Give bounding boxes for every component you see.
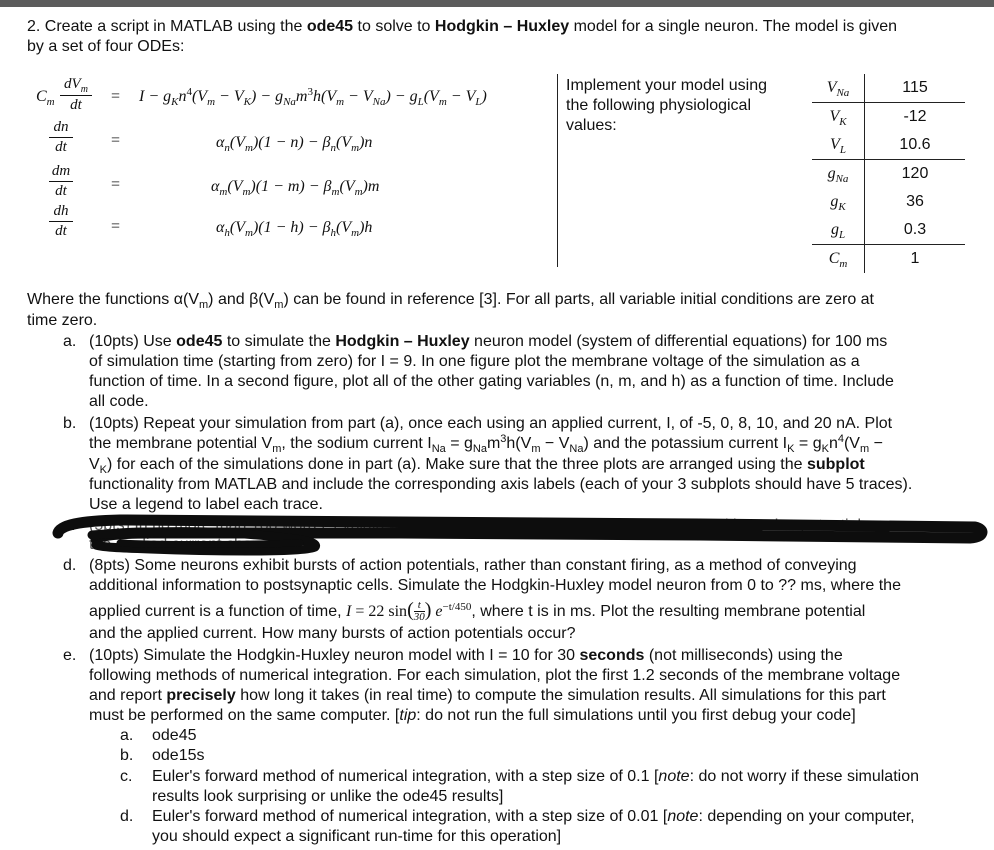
part-b-line4: functionality from MATLAB and include the corresponding axis labels (each of your 3 subplots should have 5 traces). — [89, 476, 913, 493]
part-d-label: d. — [63, 557, 77, 574]
part-b-line2: the membrane potential $V_m$, the sodium current $I_{Na} = g_{Na}m^3h(V_m - V_{Na})$ and the potassium current $I_K = g_Kn^4(V_m$ − — [89, 433, 883, 455]
param-row: $g_{Na}$ 120 — [812, 160, 965, 189]
part-e-sub-d-line1: Euler's forward method of numerical integration, with a step size of 0.01 [note: depending on your computer, — [152, 808, 915, 825]
eq4-equals: = — [111, 218, 121, 235]
eq1-rhs: $I - g_Kn^4(V_m - V_K) - g_{Na}m^3h(V_m - V_{Na}) - g_L(V_m - V_L)$ — [139, 86, 487, 108]
parameter-table — [812, 74, 965, 273]
part-e-sub-b: ode15s — [152, 747, 205, 764]
part-d-line1: (8pts) Some neurons exhibit bursts of action potentials, rather than constant firing, as a method of conveying — [89, 557, 857, 574]
part-e-sub-d-label: d. — [120, 808, 134, 825]
part-e-sub-a-label: a. — [120, 727, 134, 744]
eq3-equals: = — [111, 176, 121, 193]
eq2-rhs: $\alpha_n(V_m)(1 - n) - \beta_n(V_m)n$ — [216, 134, 373, 154]
part-a-line2: of simulation time (starting from zero) for I = 9. In one figure plot the membrane voltage of the simulation as a — [89, 353, 860, 370]
part-e-line2: following methods of numerical integration. For each simulation, plot the first 1.2 seconds of the membrane voltage — [89, 667, 901, 684]
part-c-label: c. — [63, 517, 76, 534]
param-row: $g_L$ 0.3 — [812, 216, 965, 245]
part-e-sub-c-label: c. — [120, 768, 133, 785]
part-c-line1: (5pts) In no more than 100 words, explain what happens to the behavior of the neuron and its action potentials as — [89, 517, 891, 534]
part-b-line5: Use a legend to label each trace. — [89, 496, 323, 513]
part-a-line4: all code. — [89, 393, 149, 410]
eq3-lhs: dm dt — [49, 163, 73, 200]
part-e-sub-a: ode45 — [152, 727, 197, 744]
eq2-lhs: dn dt — [49, 119, 73, 156]
where-line2: time zero. — [27, 312, 98, 329]
eq3-rhs: $\alpha_m(V_m)(1 - m) - \beta_m(V_m)m$ — [211, 178, 380, 198]
eq2-equals: = — [111, 132, 121, 149]
eq4-lhs: dh dt — [49, 203, 73, 240]
part-e-line3: and report precisely how long it takes (in real time) to compute the simulation results. All simulations for this part — [89, 687, 886, 704]
part-e-line1: (10pts) Simulate the Hodgkin-Huxley neuron model with I = 10 for 30 seconds (not milliseconds) using the — [89, 647, 843, 664]
part-e-line4: must be performed on the same computer. [tip: do not run the full simulations until you first debug your code] — [89, 707, 856, 724]
divider-line — [557, 74, 558, 267]
part-c-line2: the applied current changes. — [89, 536, 291, 553]
param-row: $V_K$ -12 — [812, 103, 965, 132]
part-e-sub-c-line1: Euler's forward method of numerical integration, with a step size of 0.1 [note: do not worry if these simulation — [152, 768, 919, 785]
param-row: $V_{Na}$ 115 — [812, 74, 965, 103]
part-a-line1: (10pts) Use ode45 to simulate the Hodgkin – Huxley neuron model (system of differential equations) for 100 ms — [89, 333, 888, 350]
implement-text: Implement your model using the following physiological values: — [566, 77, 767, 134]
eq4-rhs: $\alpha_h(V_m)(1 - h) - \beta_h(V_m)h$ — [216, 219, 373, 239]
part-e-sub-d-line2: you should expect a significant run-time for this operation] — [152, 828, 562, 845]
part-b-line3: $V_K$) for each of the simulations done in part (a). Make sure that the three plots are arranged using the subplot — [89, 456, 865, 476]
question-intro-line2: by a set of four ODEs: — [27, 38, 185, 55]
part-d-line3: applied current is a function of time, I = 22 sin( $\frac{t}{30}$ ) $e^{-t/450}$, where t is in ms. Plot the resulting membrane potential — [89, 599, 866, 624]
part-e-label: e. — [63, 647, 77, 664]
param-row: $g_K$ 36 — [812, 188, 965, 216]
top-bar — [0, 0, 994, 7]
question-intro-line1: 2. Create a script in MATLAB using the ode45 to solve to Hodgkin – Huxley model for a single neuron. The model is given — [27, 18, 898, 35]
where-line1: Where the functions $\alpha(V_m)$ and $\beta(V_m)$ can be found in reference [3]. For all parts, all variable initial conditions are zero at — [27, 291, 874, 311]
part-e-sub-b-label: b. — [120, 747, 134, 764]
eq1-equals: = — [111, 88, 121, 105]
part-d-line2: additional information to postsynaptic cells. Simulate the Hodgkin-Huxley model neuron from 0 to ?? ms, where the — [89, 577, 901, 594]
part-e-sub-c-line2: results look surprising or unlike the ode45 results] — [152, 788, 504, 805]
part-b-label: b. — [63, 415, 77, 432]
part-d-line4: and the applied current. How many bursts of action potentials occur? — [89, 625, 576, 642]
part-b-line1: (10pts) Repeat your simulation from part (a), once each using an applied current, I, of -5, 0, 8, 10, and 20 nA. Plot — [89, 415, 893, 432]
eq1-lhs: $dV_m$ dt — [60, 76, 92, 114]
param-row: $V_L$ 10.6 — [812, 131, 965, 160]
eq1-cm: $C_m$ — [36, 88, 55, 108]
param-row: $C_m$ 1 — [812, 245, 965, 274]
part-a-label: a. — [63, 333, 77, 350]
part-a-line3: function of time. In a second figure, plot all of the other gating variables (n, m, and h) as a function of time. Include — [89, 373, 894, 390]
